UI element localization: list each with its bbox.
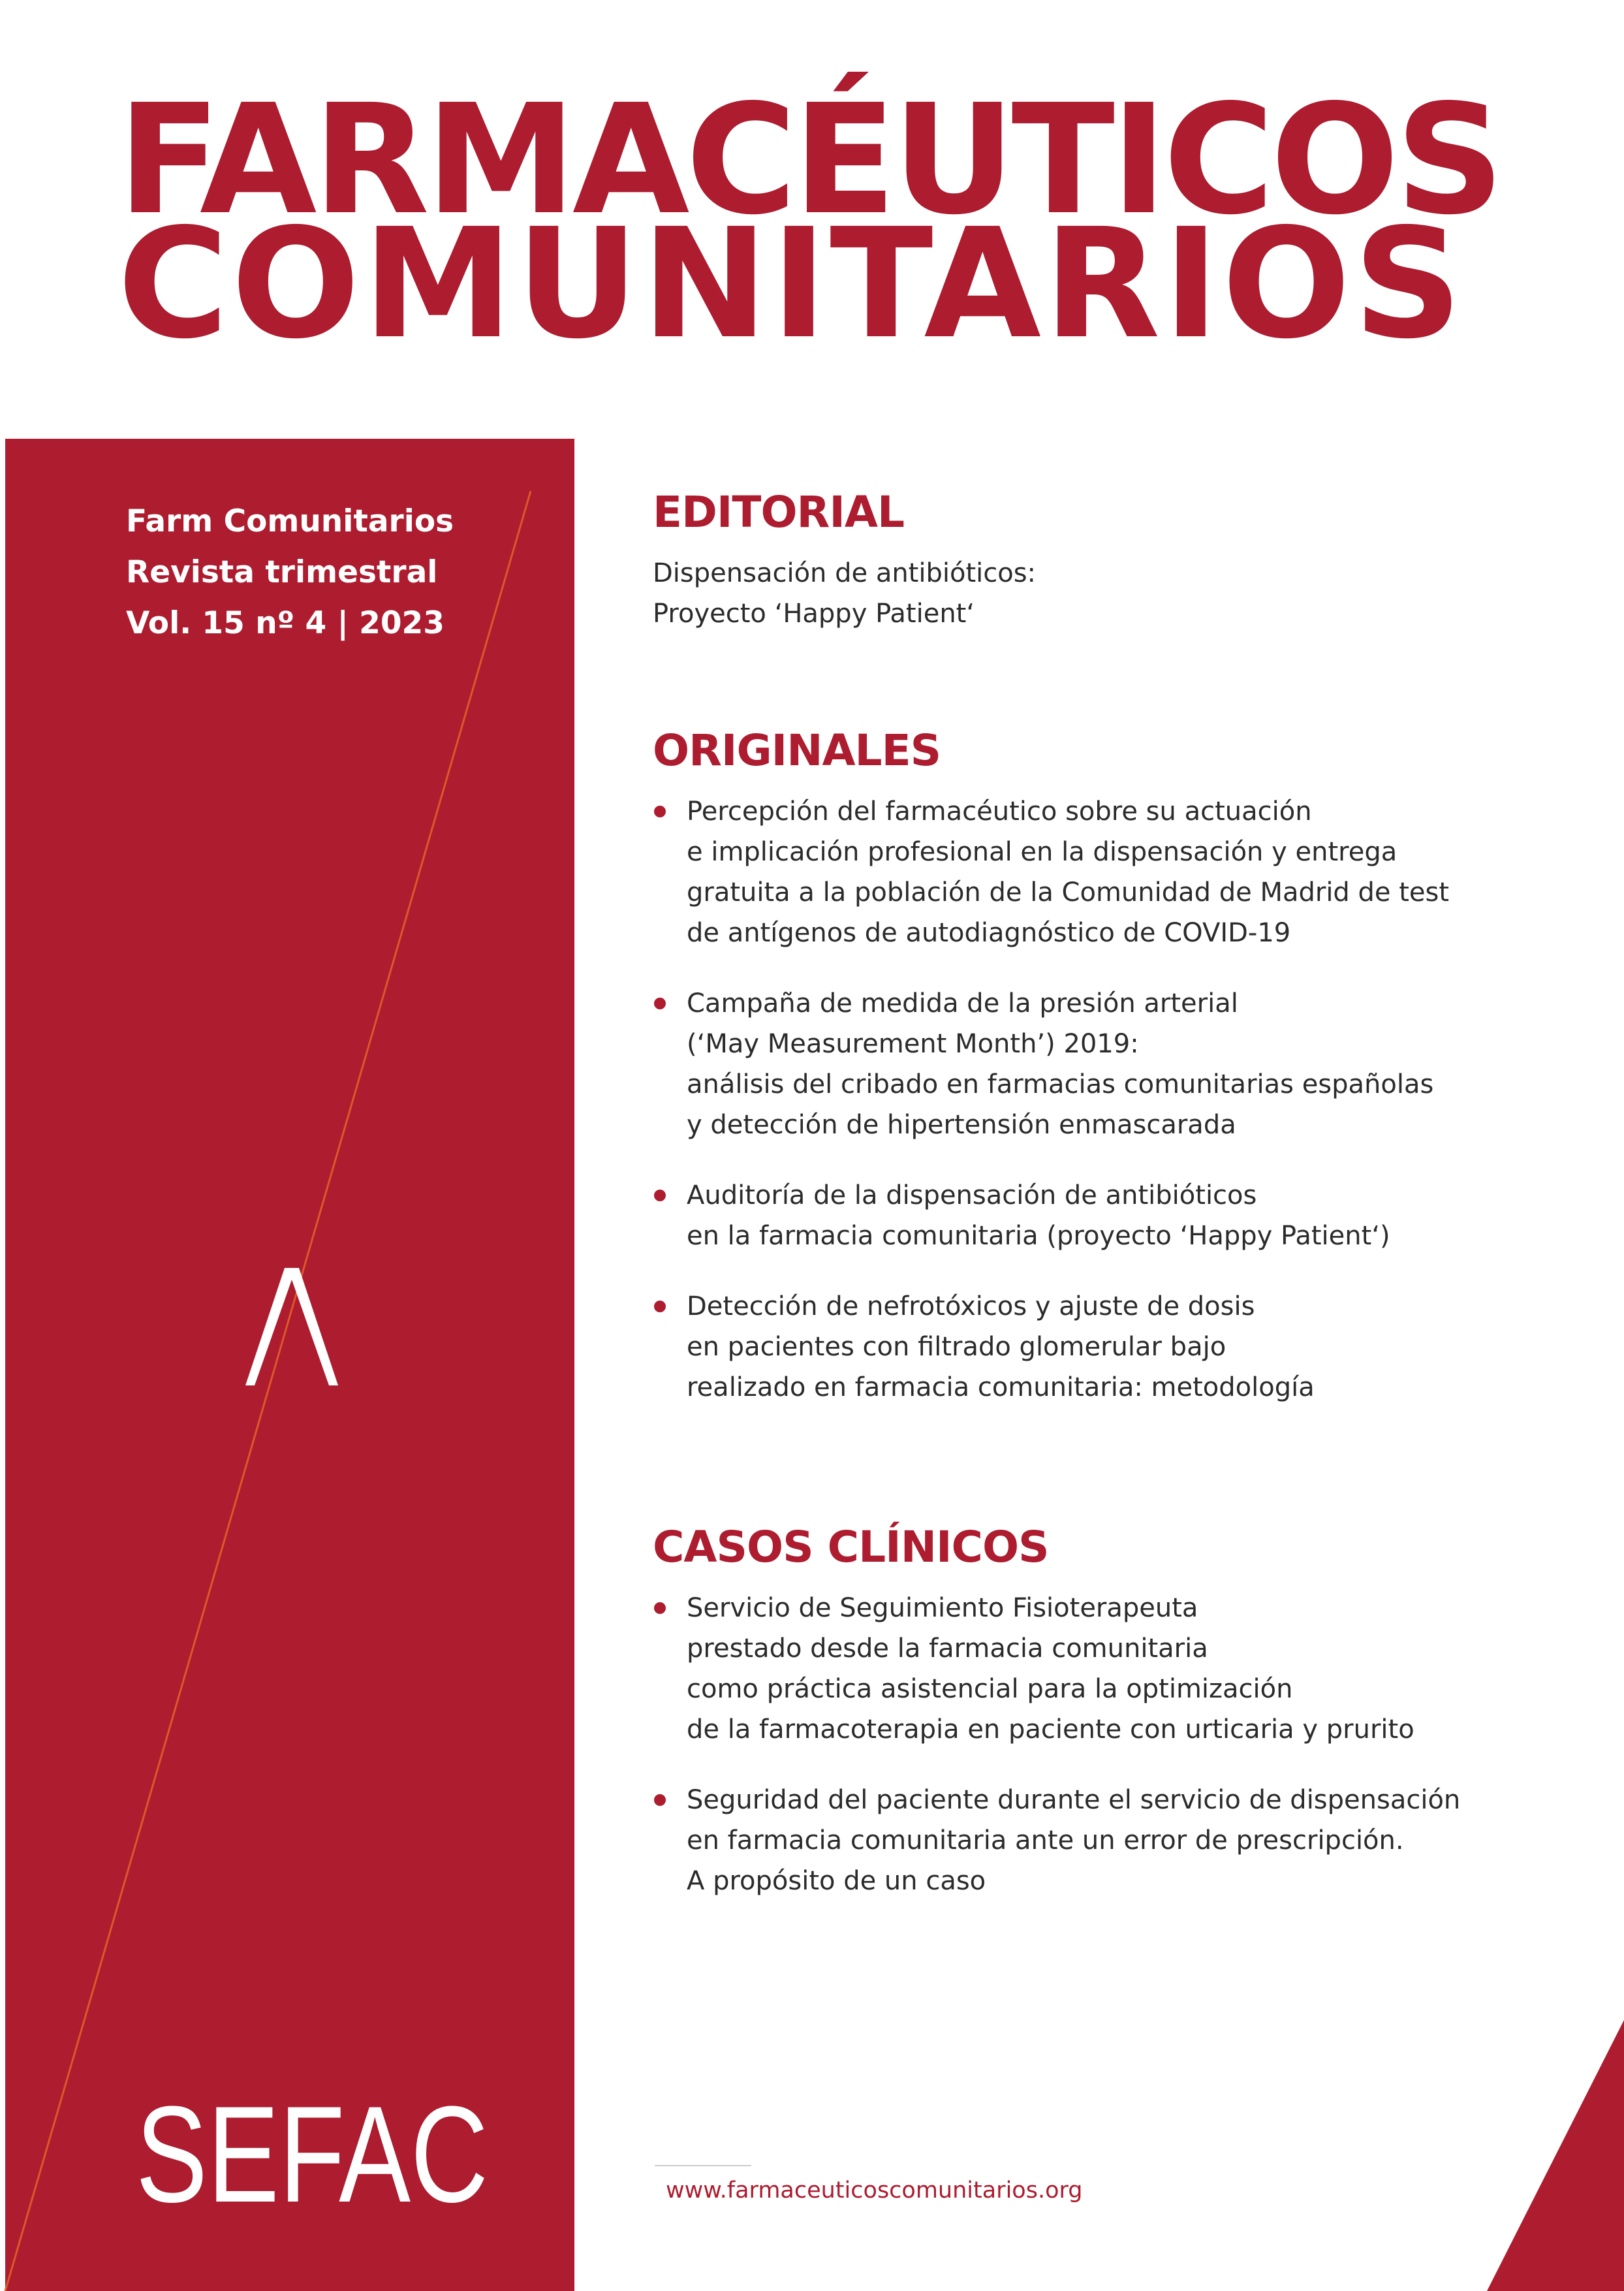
section-editorial [653,486,1036,634]
bullet-icon [654,998,666,1009]
lambda-logo-icon [240,1268,345,1385]
casos-list [653,1588,1460,1901]
journal-info [126,496,454,649]
editorial-entry[interactable] [653,553,1036,634]
article-line: en la farmacia comunitaria (proyecto ‘Happy Patient‘) [687,1221,1390,1251]
article-line: (‘May Measurement Month’) 2019: [687,1029,1139,1059]
article-line: gratuita a la población de la Comunidad de Madrid de test [687,877,1450,908]
bullet-icon [654,1301,666,1312]
section-title-originales: ORIGINALES [653,725,941,776]
article-line: Campaña de medida de la presión arterial [687,988,1238,1019]
corner-triangle-decoration [1487,2020,1624,2291]
cover-side-panel [5,439,574,2291]
case-line: A propósito de un caso [687,1866,986,1896]
article-entry[interactable] [653,983,1449,1145]
case-entry[interactable] [653,1588,1460,1750]
bullet-icon [654,806,666,817]
case-line: como práctica asistencial para la optimización [687,1674,1293,1704]
editorial-line: Proyecto ‘Happy Patient‘ [653,599,975,629]
svg-text:SEFAC: SEFAC [136,2078,488,2231]
bullet-icon [654,1190,666,1201]
article-entry[interactable] [653,791,1449,953]
case-line: prestado desde la farmacia comunitaria [687,1634,1208,1664]
case-line: de la farmacoterapia en paciente con urticaria y prurito [687,1714,1414,1745]
footer-divider [655,2165,751,2166]
bullet-icon [654,1602,666,1614]
case-line: Servicio de Seguimiento Fisioterapeuta [687,1593,1198,1623]
article-line: Percepción del farmacéutico sobre su actuación [687,797,1312,827]
case-line: Seguridad del paciente durante el servicio de dispensación [687,1785,1461,1815]
bullet-icon [654,1794,666,1806]
article-line: realizado en farmacia comunitaria: metodología [687,1372,1315,1402]
case-entry[interactable] [653,1780,1460,1901]
article-line: y detección de hipertensión enmascarada [687,1110,1236,1140]
journal-abbrev: Farm Comunitarios [126,503,454,539]
case-line: en farmacia comunitaria ante un error de prescripción. [687,1825,1404,1856]
article-entry[interactable] [653,1175,1449,1256]
masthead-line-1: FARMACÉUTICOS [117,72,1501,248]
journal-frequency: Revista trimestral [126,554,438,590]
article-line: e implicación profesional en la dispensación y entrega [687,837,1398,867]
article-line: de antígenos de autodiagnóstico de COVID-19 [687,918,1291,948]
masthead-line-2: COMUNITARIOS [117,196,1465,372]
sefac-logo [136,2078,501,2231]
website-link[interactable]: www.farmaceuticoscomunitarios.org [666,2177,1083,2204]
article-line: en pacientes con filtrado glomerular bajo [687,1332,1226,1362]
section-title-editorial: EDITORIAL [653,487,905,537]
masthead [117,72,1521,372]
article-entry[interactable] [653,1286,1449,1408]
section-casos-clinicos [653,1521,1460,1931]
originales-list [653,791,1449,1408]
editorial-line: Dispensación de antibióticos: [653,558,1037,588]
article-line: análisis del cribado en farmacias comunitarias españolas [687,1069,1434,1099]
article-line: Detección de nefrotóxicos y ajuste de dosis [687,1291,1255,1321]
journal-volume: Vol. 15 nº 4 | 2023 [126,605,445,641]
section-originales [653,725,1449,1438]
article-line: Auditoría de la dispensación de antibióticos [687,1180,1257,1210]
section-title-casos: CASOS CLÍNICOS [653,1522,1049,1572]
